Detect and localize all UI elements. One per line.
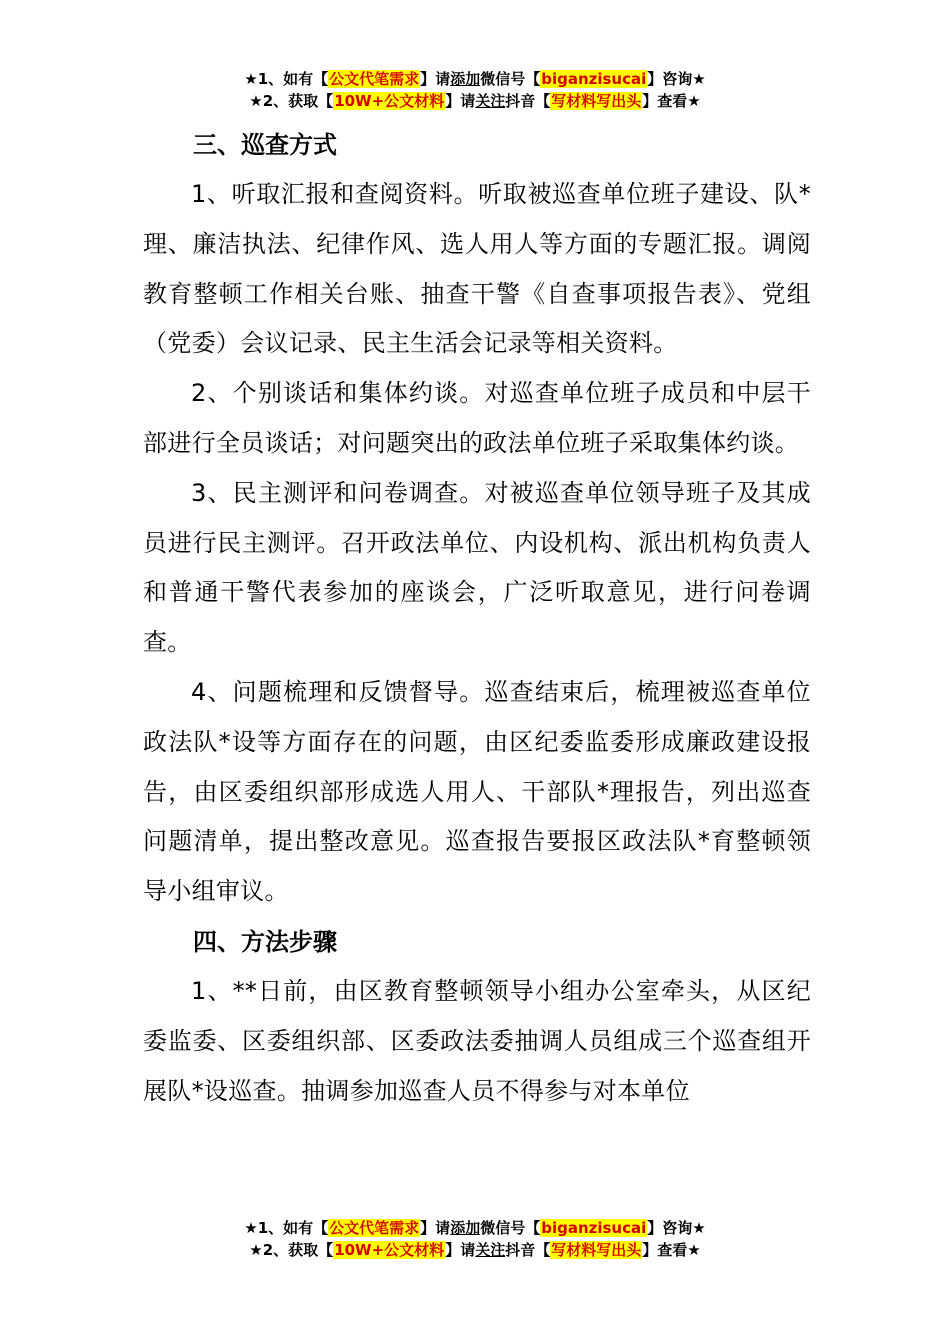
highlight-douyin-account: 写材料写出头 bbox=[551, 1241, 642, 1259]
banner-line-1: ★1、如有【公文代笔需求】请添加微信号【biganzisucai】咨询★ bbox=[244, 1219, 706, 1237]
paragraph: 1、听取汇报和查阅资料。听取被巡查单位班子建设、队*理、廉洁执法、纪律作风、选人用人等方面的专题汇报。调阅教育整顿工作相关台账、抽查干警《自查事项报告表》、党组（党委）会议记录、民主生活会记录等相关资料。 bbox=[143, 180, 811, 358]
header-banner bbox=[0, 68, 950, 112]
paragraph: 2、个别谈话和集体约谈。对巡查单位班子成员和中层干部进行全员谈话；对问题突出的政法单位班子采取集体约谈。 bbox=[143, 379, 811, 457]
highlight-ghostwriting: 公文代笔需求 bbox=[329, 1219, 420, 1237]
highlight-wechat-id: biganzisucai bbox=[541, 1219, 647, 1237]
paragraph: 4、问题梳理和反馈督导。巡查结束后，梳理被巡查单位政法队*设等方面存在的问题，由区纪委监委形成廉政建设报告，由区委组织部形成选人用人、干部队*理报告，列出巡查问题清单，提出整改意见。巡查报告要报区政法队*育整顿领导小组审议。 bbox=[143, 677, 811, 906]
highlight-ghostwriting: 公文代笔需求 bbox=[329, 70, 420, 88]
highlight-douyin-account: 写材料写出头 bbox=[551, 92, 642, 110]
section-heading: 四、方法步骤 bbox=[193, 927, 337, 956]
section-heading: 三、巡查方式 bbox=[193, 131, 337, 159]
highlight-materials: 10W+公文材料 bbox=[334, 92, 445, 110]
highlight-materials: 10W+公文材料 bbox=[334, 1241, 445, 1259]
banner-line-1: ★1、如有【公文代笔需求】请添加微信号【biganzisucai】咨询★ bbox=[244, 70, 706, 88]
banner-line-2: ★2、获取【10W+公文材料】请关注抖音【写材料写出头】查看★ bbox=[249, 92, 701, 110]
footer-banner bbox=[0, 1217, 950, 1261]
highlight-wechat-id: biganzisucai bbox=[541, 70, 647, 88]
paragraph: 1、**日前，由区教育整顿领导小组办公室牵头，从区纪委监委、区委组织部、区委政法委抽调人员组成三个巡查组开展队*设巡查。抽调参加巡查人员不得参与对本单位 bbox=[143, 976, 811, 1105]
banner-line-2: ★2、获取【10W+公文材料】请关注抖音【写材料写出头】查看★ bbox=[249, 1241, 701, 1259]
document-body bbox=[143, 120, 811, 1116]
paragraph: 3、民主测评和问卷调查。对被巡查单位领导班子及其成员进行民主测评。召开政法单位、内设机构、派出机构负责人和普通干警代表参加的座谈会，广泛听取意见，进行问卷调查。 bbox=[143, 478, 811, 657]
